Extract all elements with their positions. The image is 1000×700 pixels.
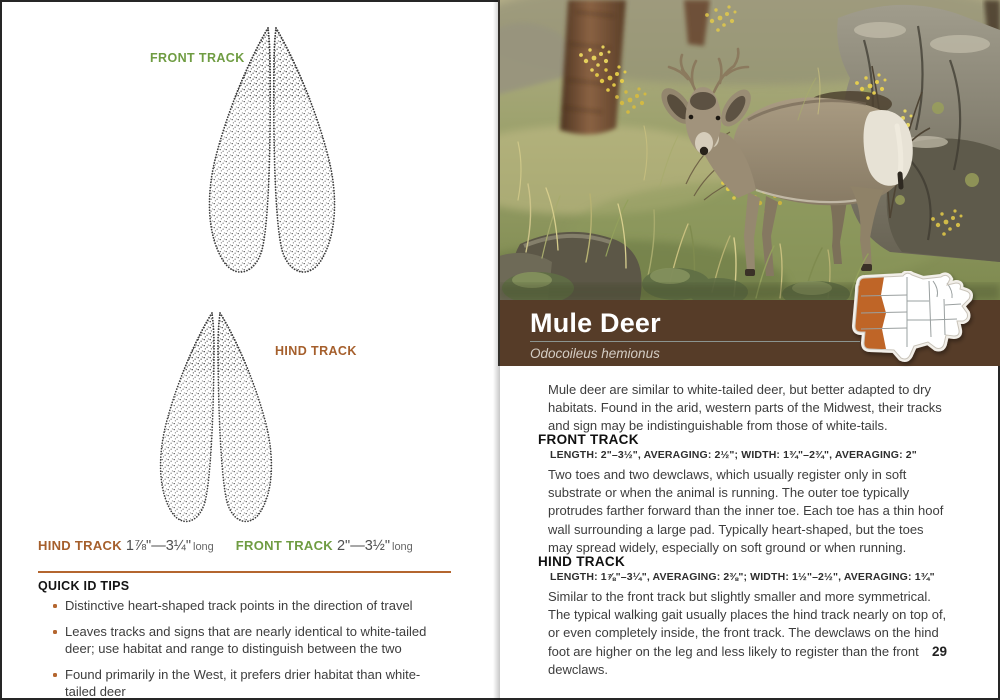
front-measure-unit: long — [392, 541, 413, 553]
front-track-label: FRONT TRACK — [150, 51, 245, 65]
front-measure-label: FRONT TRACK — [235, 538, 333, 553]
front-track-paragraph: Two toes and two dewclaws, which usually register only in soft substrate or when the animal is running. The outer toe typically protrudes farther forward than the inner toe. Each toe has a thin hoof wall surrounding a large pad. Typically heart-shaped, but the toes may spread widely, especially on soft ground or when running. — [548, 467, 944, 555]
tip-text: Distinctive heart-shaped track points in the direction of travel — [65, 598, 413, 613]
tip-text: Found primarily in the West, it prefers drier habitat than white-tailed deer — [65, 667, 421, 699]
hind-measure-label: HIND TRACK — [38, 538, 122, 553]
list-item — [52, 666, 450, 700]
mule-deer-photo — [498, 0, 1000, 300]
hind-track-paragraph: Similar to the front track but slightly smaller and more symmetrical. The typical walking gait usually places the hind track nearly on top of, or even completely inside, the front track. The dewclaws on the hind foot are higher on the leg and less likely to register than the front dewclaws. — [548, 589, 947, 677]
species-latin-name: Odocoileus hemionus — [530, 346, 660, 361]
hind-track-label: HIND TRACK — [275, 344, 357, 358]
bullet-icon — [53, 673, 57, 677]
front-track-stipple-figure — [183, 22, 361, 280]
title-underline — [530, 341, 860, 342]
front-track-specs: LENGTH: 2"–3½", AVERAGING: 2½"; WIDTH: 1¾"–2¾", AVERAGING: 2" — [550, 449, 917, 461]
bullet-icon — [53, 604, 57, 608]
front-measure-value: 2"—3½" — [336, 538, 390, 554]
front-track-heading: FRONT TRACK — [538, 432, 639, 447]
species-title: Mule Deer — [530, 308, 661, 338]
tip-text: Leaves tracks and signs that are nearly identical to white-tailed deer; use habitat and range to distinguish between the two — [65, 624, 427, 656]
hind-track-heading: HIND TRACK — [538, 554, 625, 569]
hind-track-stipple-figure — [137, 308, 295, 528]
intro-paragraph: Mule deer are similar to white-tailed deer, but better adapted to dry habitats. Found in the arid, western parts of the Midwest, their tracks and sign may be indistinguishable from those of white-tails. — [548, 382, 942, 434]
photo-left-edge — [498, 0, 500, 366]
section-divider-rule — [38, 571, 451, 573]
track-measurements-row — [38, 538, 413, 554]
hind-measure-value: 1⅞"—3¼" — [125, 538, 191, 554]
page-number: 29 — [931, 644, 947, 659]
quick-id-tips-title: QUICK ID TIPS — [38, 579, 130, 593]
hind-track-specs: LENGTH: 1⅞"–3¼", AVERAGING: 2⅜"; WIDTH: 1½"–2½", AVERAGING: 1¾" — [550, 571, 935, 583]
list-item — [52, 597, 450, 614]
quick-id-tips-list — [52, 597, 450, 700]
hind-measure-unit: long — [193, 541, 214, 553]
list-item — [52, 623, 450, 657]
midwest-range-map — [849, 271, 979, 367]
bullet-icon — [53, 630, 57, 634]
